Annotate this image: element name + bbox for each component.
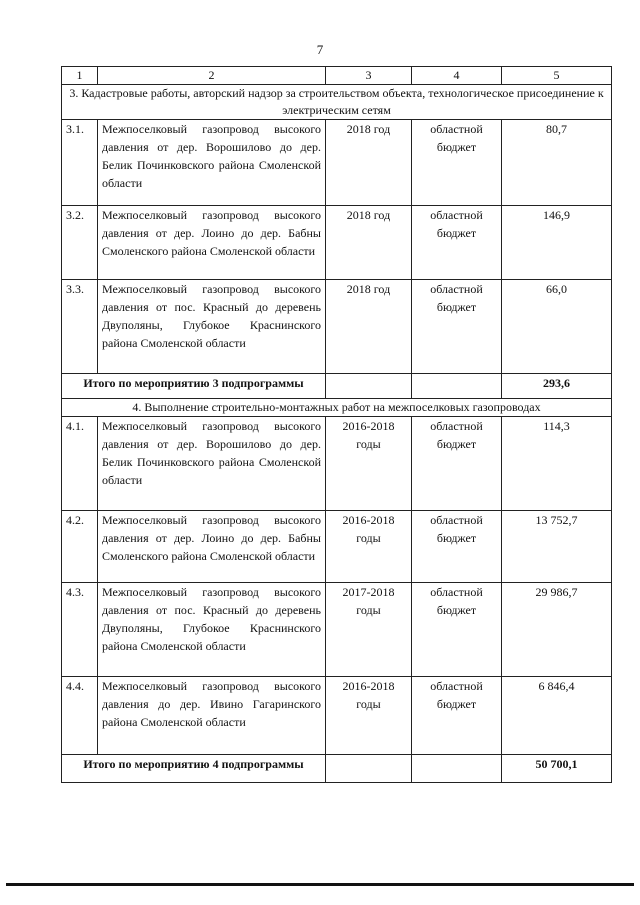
total-amount: 50 700,1 (502, 755, 612, 783)
funding-source: областной бюджет (412, 206, 502, 280)
object-name: Межпоселковый газопровод высокого давления от дер. Лоино до дер. Бабны Смоленского района Смоленской области (98, 511, 326, 583)
section-title: 3. Кадастровые работы, авторский надзор за строительством объекта, технологическое присоединение к электрическим сетям (62, 85, 612, 120)
total-amount: 293,6 (502, 374, 612, 399)
bottom-divider (6, 883, 634, 886)
empty-cell (326, 755, 412, 783)
term-cell: 2018 год (326, 206, 412, 280)
row-number: 3.1. (62, 120, 98, 206)
column-number: 5 (502, 67, 612, 85)
column-number: 2 (98, 67, 326, 85)
table-row (62, 280, 612, 374)
column-number: 4 (412, 67, 502, 85)
column-number-row (62, 67, 612, 85)
column-number: 3 (326, 67, 412, 85)
row-number: 3.3. (62, 280, 98, 374)
row-number: 4.2. (62, 511, 98, 583)
empty-cell (412, 374, 502, 399)
amount-cell: 29 986,7 (502, 583, 612, 677)
object-name: Межпоселковый газопровод высокого давления до дер. Ивино Гагаринского района Смоленской области (98, 677, 326, 755)
funding-source: областной бюджет (412, 583, 502, 677)
table-row (62, 206, 612, 280)
table-row (62, 120, 612, 206)
object-name: Межпоселковый газопровод высокого давления от дер. Ворошилово до дер. Белик Починковского района Смоленской области (98, 417, 326, 511)
funding-source: областной бюджет (412, 280, 502, 374)
total-row (62, 374, 612, 399)
table-row (62, 511, 612, 583)
term-cell: 2016-2018 годы (326, 417, 412, 511)
amount-cell: 114,3 (502, 417, 612, 511)
section-title: 4. Выполнение строительно-монтажных работ на межпоселковых газопроводах (62, 399, 612, 417)
object-name: Межпоселковый газопровод высокого давления от пос. Красный до деревень Двуполяны, Глубокое Краснинского района Смоленской области (98, 280, 326, 374)
amount-cell: 66,0 (502, 280, 612, 374)
section-header-row (62, 85, 612, 120)
object-name: Межпоселковый газопровод высокого давления от пос. Красный до деревень Двуполяны, Глубокое Краснинского района Смоленской области (98, 583, 326, 677)
funding-source: областной бюджет (412, 677, 502, 755)
amount-cell: 80,7 (502, 120, 612, 206)
program-table (61, 66, 612, 783)
amount-cell: 6 846,4 (502, 677, 612, 755)
term-cell: 2018 год (326, 280, 412, 374)
table-row (62, 677, 612, 755)
object-name: Межпоселковый газопровод высокого давления от дер. Ворошилово до дер. Белик Починковского района Смоленской области (98, 120, 326, 206)
table-row (62, 417, 612, 511)
term-cell: 2016-2018 годы (326, 677, 412, 755)
total-label: Итого по мероприятию 4 подпрограммы (62, 755, 326, 783)
empty-cell (412, 755, 502, 783)
term-cell: 2016-2018 годы (326, 511, 412, 583)
row-number: 4.3. (62, 583, 98, 677)
total-label: Итого по мероприятию 3 подпрограммы (62, 374, 326, 399)
funding-source: областной бюджет (412, 511, 502, 583)
amount-cell: 146,9 (502, 206, 612, 280)
column-number: 1 (62, 67, 98, 85)
table-row (62, 583, 612, 677)
term-cell: 2018 год (326, 120, 412, 206)
funding-source: областной бюджет (412, 120, 502, 206)
section-header-row (62, 399, 612, 417)
row-number: 4.4. (62, 677, 98, 755)
row-number: 4.1. (62, 417, 98, 511)
empty-cell (326, 374, 412, 399)
object-name: Межпоселковый газопровод высокого давления от дер. Лоино до дер. Бабны Смоленского района Смоленской области (98, 206, 326, 280)
page-number: 7 (316, 42, 324, 57)
funding-source: областной бюджет (412, 417, 502, 511)
row-number: 3.2. (62, 206, 98, 280)
term-cell: 2017-2018 годы (326, 583, 412, 677)
total-row (62, 755, 612, 783)
amount-cell: 13 752,7 (502, 511, 612, 583)
